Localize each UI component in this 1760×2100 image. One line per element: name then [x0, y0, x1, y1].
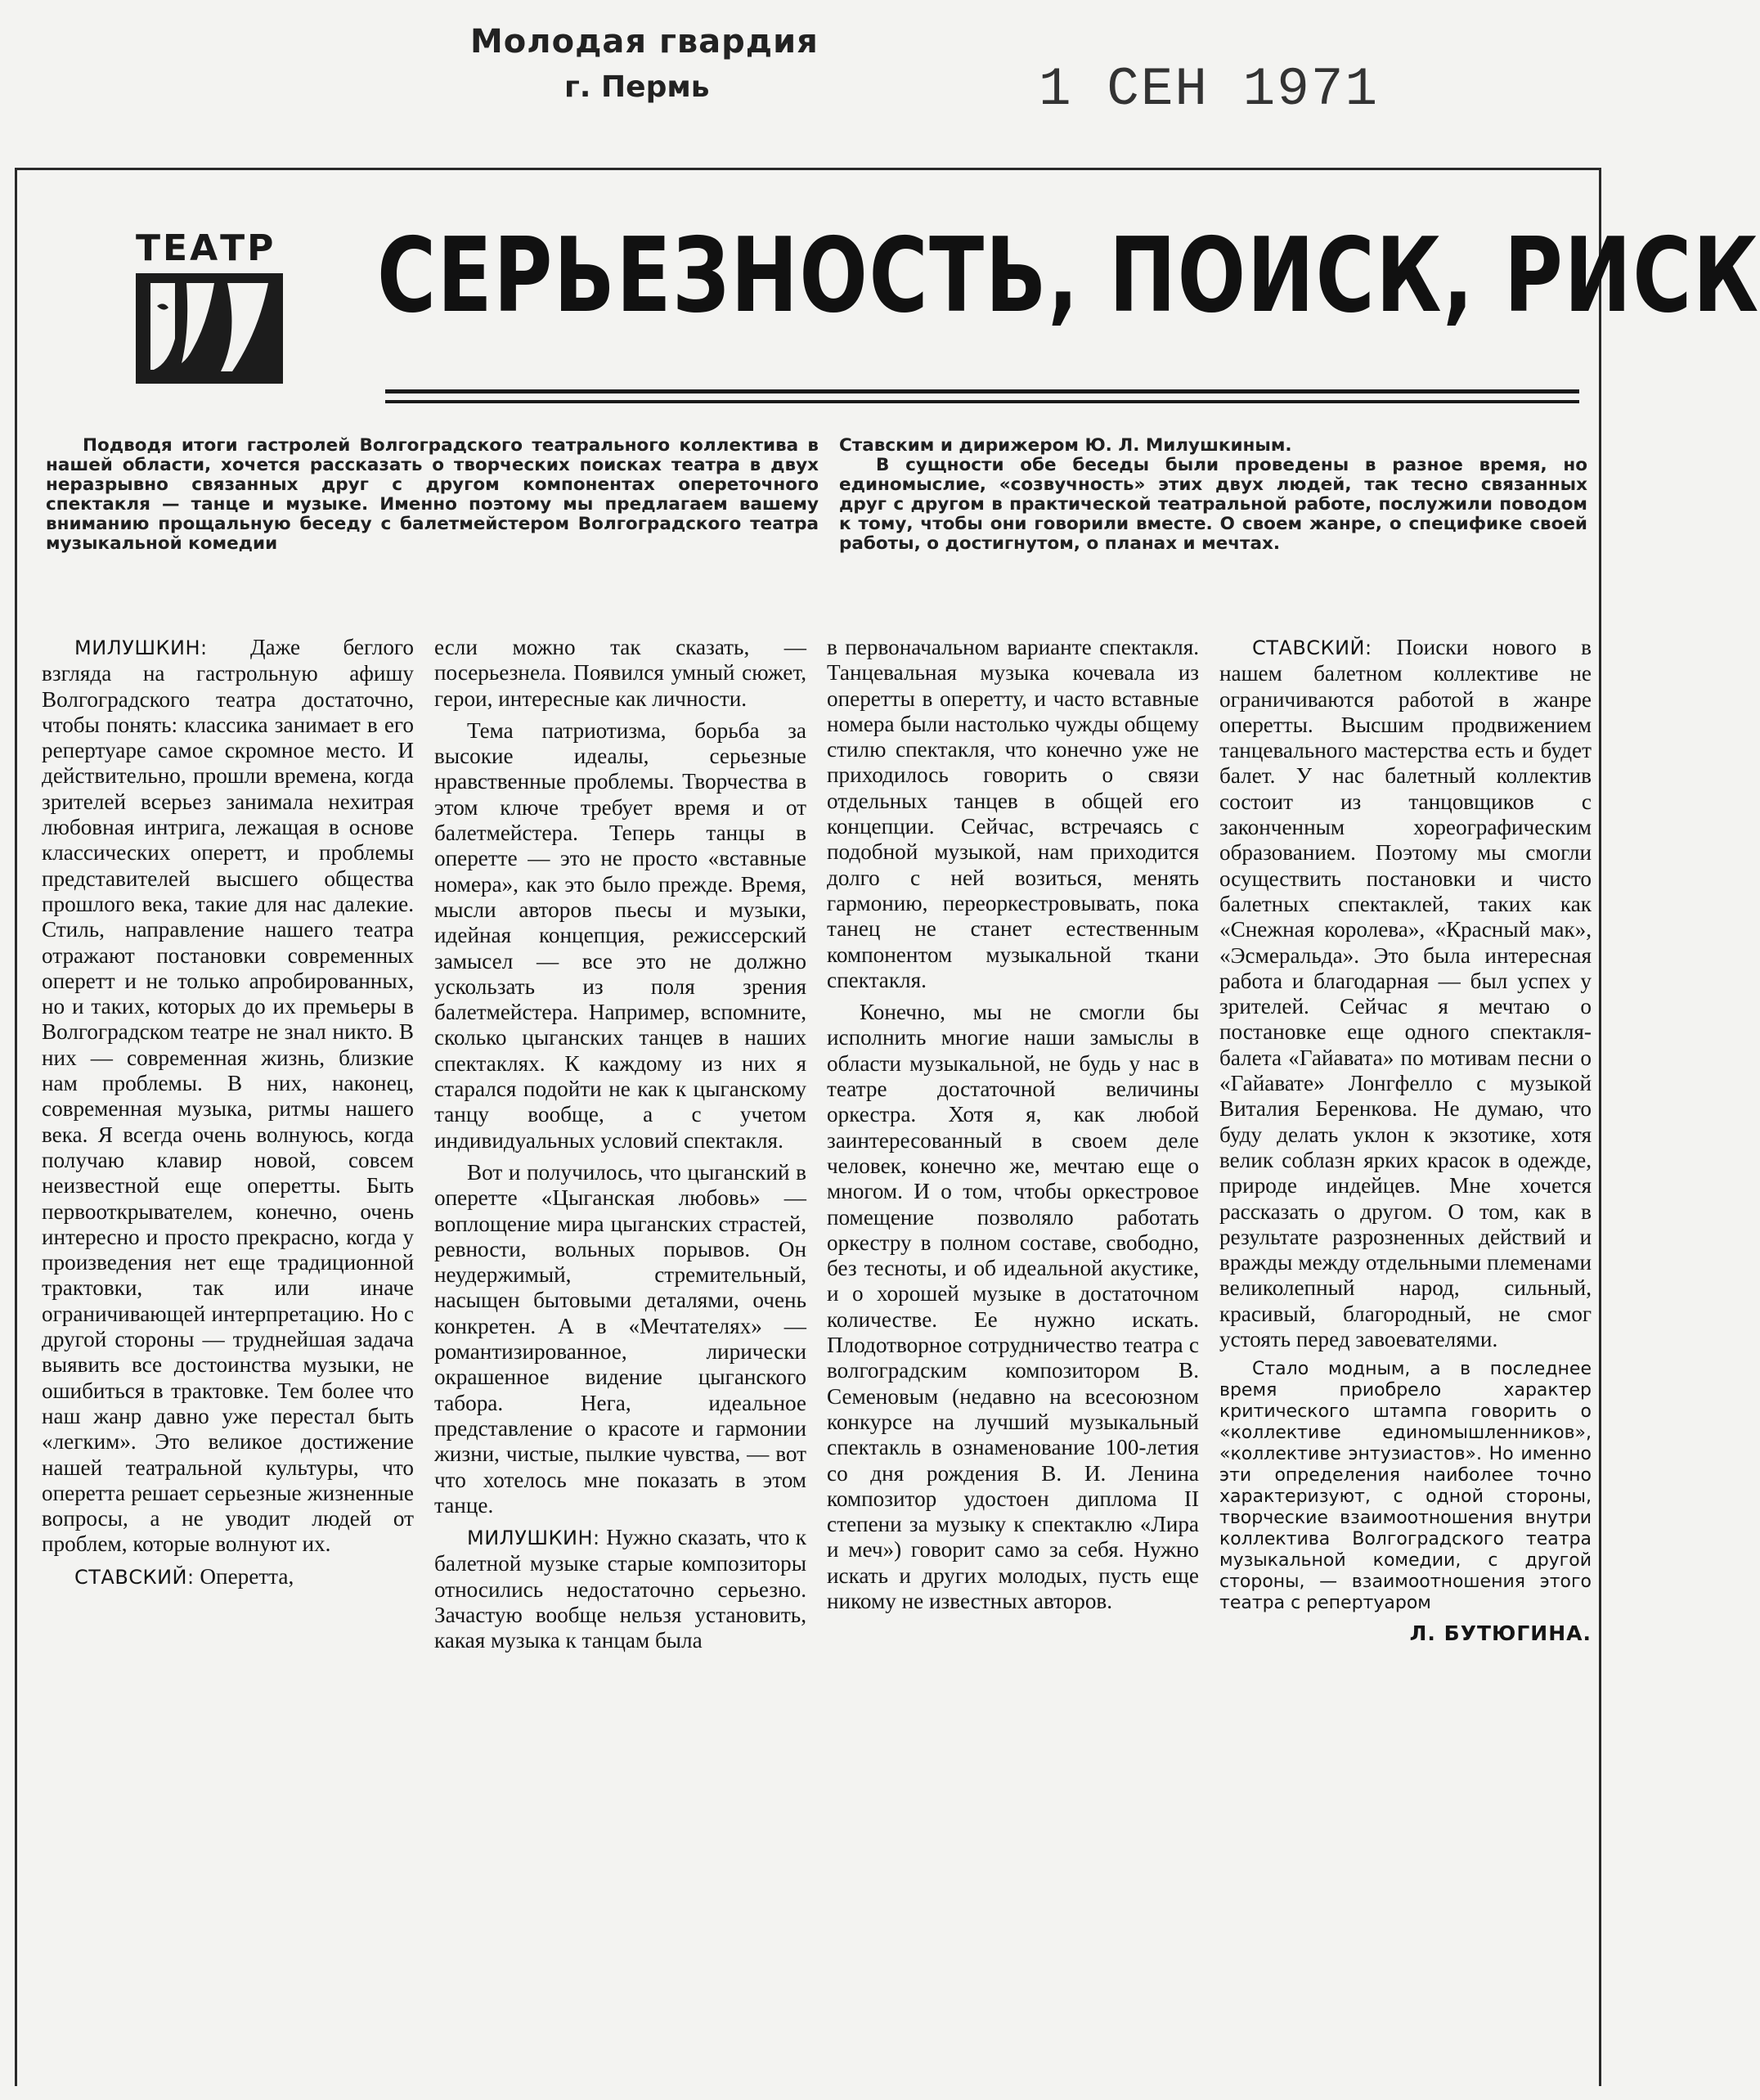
- paragraph-text: Нужно сказать, что к балетной музыке старые композиторы относились недостаточно серьезно. Зачастую вообще нельзя установить, какая музыка к танцам была: [434, 1525, 806, 1653]
- date-stamp: 1 СЕН 1971: [1039, 59, 1380, 120]
- rubric-label: ТЕАТР: [136, 227, 276, 269]
- column-3: [827, 635, 1199, 1621]
- newspaper-city: г. Пермь: [564, 70, 710, 104]
- headline-rule: [385, 400, 1579, 403]
- intro-right-p1: Ставским и дирижером Ю. Л. Милушкиным.: [839, 435, 1292, 456]
- theatre-mask-icon: [136, 273, 283, 384]
- speaker-label: МИЛУШКИН:: [467, 1527, 600, 1550]
- paragraph: в первоначальном варианте спектакля. Танцевальная музыка кочевала из оперетты в оперетту, и часто вставные номера были настолько чужды общему стилю спектакля, что конечно уже не приходилось говорить о связи отдельных танцев в общей его концепции. Сейчас, встречаясь с подобной музыкой, нам приходится долго с ней возиться, менять гармонию, переоркестровывать, пока танец не станет естественным компонентом музыкальной ткани спектакля.: [827, 635, 1199, 992]
- paragraph: Конечно, мы не смогли бы исполнить многие наши замыслы в области музыкальной, не будь у нас в театре достаточной величины оркестра. Хотя я, как любой заинтересованный в своем деле человек, конечно же, мечтаю еще о многом. И о том, чтобы оркестровое помещение позволяло работать оркестру в полном составе, свободно, без тесноты, и об идеальной акустике, и о хорошей музыке в достаточном количестве. Ее нужно искать. Плодотворное сотрудничество театра с волгоградским композитором В. Семеновым (недавно на всесоюзном конкурсе на лучший музыкальный спектакль в ознаменование 100-летия со дня рождения В. И. Ленина композитор удостоен диплома II степени за музыку к спектаклю «Лира и меч») говорит само за себя. Нужно искать и других молодых, пусть еще никому не известных авторов.: [827, 1000, 1199, 1613]
- paragraph: [42, 1564, 414, 1590]
- paragraph: [42, 635, 414, 1558]
- speaker-label: СТАВСКИЙ:: [1252, 636, 1372, 659]
- paragraph-text: Оперетта,: [200, 1563, 294, 1589]
- intro-right-p2: В сущности обе беседы были проведены в разное время, но единомыслие, «созвучность» этих двух людей, так тесно связанных друг с другом в практической театральной работе, послужили поводом к тому, чтобы они говорили вместе. О своем жанре, о специфике своей работы, о достигнутом, о планах и мечтах.: [839, 455, 1587, 554]
- intro-left: Подводя итоги гастролей Волгоградского театрального коллектива в нашей области, хочется рассказать о творческих поисках театра в двух неразрывно связанных друг с другом компонентах опереточного спектакля — танце и музыке. Именно поэтому мы предлагаем вашему вниманию прощальную беседу с балетмейстером Волгоградского театра музыкальной комедии: [46, 435, 819, 554]
- archive-header: [0, 0, 1619, 155]
- paragraph: если можно так сказать, — посерьезнела. Появился умный сюжет, герои, интересные как личности.: [434, 635, 806, 711]
- speaker-label: МИЛУШКИН:: [74, 636, 208, 659]
- speaker-label: СТАВСКИЙ:: [74, 1565, 195, 1589]
- column-1: [42, 635, 414, 1597]
- column-2: [434, 635, 806, 1661]
- paragraph-text: Поиски нового в нашем балетном коллективе не ограничиваются работой в жанре оперетты. Высшим продвижением танцевального мастерства есть и будет балет. У нас балетный коллектив состоит из танцовщиков с законченным хореографическим образованием. Поэтому мы смогли осуществить постановки и чисто балетных спектаклей, таких как «Снежная королева», «Красный мак», «Эсмеральда». Это была интересная работа и благодарная — был успех у зрителей. Сейчас я мечтаю о постановке еще одного спектакля-балета «Гайавата» по мотивам песни о «Гайавате» Лонгфелло с музыкой Виталия Беренкова. Не думаю, что буду делать уклон к экзотике, хотя велик соблазн ярких красок в одежде, природе индейцев. Мне хочется рассказать о другом. О том, как в результате разрозненных действий и вражды между отдельными племенами великолепный народ, сильный, красивый, благородный, не смог устоять перед завоевателями.: [1219, 635, 1592, 1352]
- column-4: [1219, 635, 1592, 1647]
- newspaper-name: Молодая гвардия: [470, 23, 819, 61]
- paragraph: [434, 1525, 806, 1653]
- article-headline: СЕРЬЕЗНОСТЬ, ПОИСК, РИСК: [377, 215, 1760, 335]
- author-signature: Л. БУТЮГИНА.: [1409, 1621, 1592, 1646]
- paragraph-text: Даже беглого взгляда на гастрольную афишу Волгоградского театра достаточно, чтобы понять: классика занимает в его репертуаре самое скромное место. И действительно, прошли времена, когда зрителей всерьез занимала нехитрая любовная интрига, лежащая в основе классических оперетт, и проблемы представителей высшего общества прошлого века, такие для нас далекие. Стиль, направление нашего театра отражают постановки современных оперетт и не только апробированных, но и таких, которых до их премьеры в Волгоградском театре не знал никто. В них — современная жизнь, близкие нам проблемы. В них, наконец, современная музыка, ритмы нашего века. Я всегда очень волнуюсь, когда получаю клавир новой, совсем неизвестной еще оперетты. Быть первооткрывателем, конечно, очень интересно и просто прекрасно, когда у произведения нет еще традиционной трактовки, так или иначе ограничивающей интерпретацию. Но с другой стороны — труднейшая задача выявить все достоинства музыки, не ошибиться в трактовке. Тем более что наш жанр давно уже перестал быть «легким». Это великое достижение нашей театральной культуры, что оперетта решает серьезные жизненные вопросы, а не уводит людей от проблем, которые волнуют их.: [42, 635, 414, 1557]
- article-body: [42, 635, 1592, 2091]
- newspaper-clipping: [15, 168, 1760, 2086]
- paragraph: Тема патриотизма, борьба за высокие идеалы, серьезные нравственные проблемы. Творчества в этом ключе требует время и от балетмейстера. Теперь танцы в оперетте — это не просто «вставные номера», как это было прежде. Время, мысли авторов пьесы и музыки, идейная концепция, режиссерский замысел — все это не должно ускользать из поля зрения балетмейстера. Например, вспомните, сколько цыганских танцев в наших спектаклях. К каждому из них я старался подойти не как к цыганскому танцу вообще, а с учетом индивидуальных условий спектакля.: [434, 717, 806, 1153]
- intro-right: [839, 436, 1587, 554]
- paragraph: Стало модным, а в последнее время приобрело характер критического штампа говорить о «коллективе единомышленников», «коллективе энтузиастов». Но именно эти определения наиболее точно характеризуют, с одной стороны, творческие взаимоотношения внутри коллектива Волгоградского театра музыкальной комедии, с другой стороны, — взаимоотношения этого театра с репертуаром: [1219, 1359, 1592, 1614]
- rubric-block: [103, 227, 316, 387]
- headline-rule: [385, 389, 1579, 393]
- paragraph: Вот и получилось, что цыганский в оперетте «Цыганская любовь» — воплощение мира цыганских страстей, ревности, вольных порывов. Он неудержимый, стремительный, насыщен бытовыми деталями, очень конкретен. А в «Мечтателях» — романтизированное, лирически окрашенное видение цыганского табора. Нега, идеальное представление о красоте и гармонии жизни, чистые, пылкие чувства, — вот что хотелось мне показать в этом танце.: [434, 1159, 806, 1518]
- paragraph: [1219, 635, 1592, 1352]
